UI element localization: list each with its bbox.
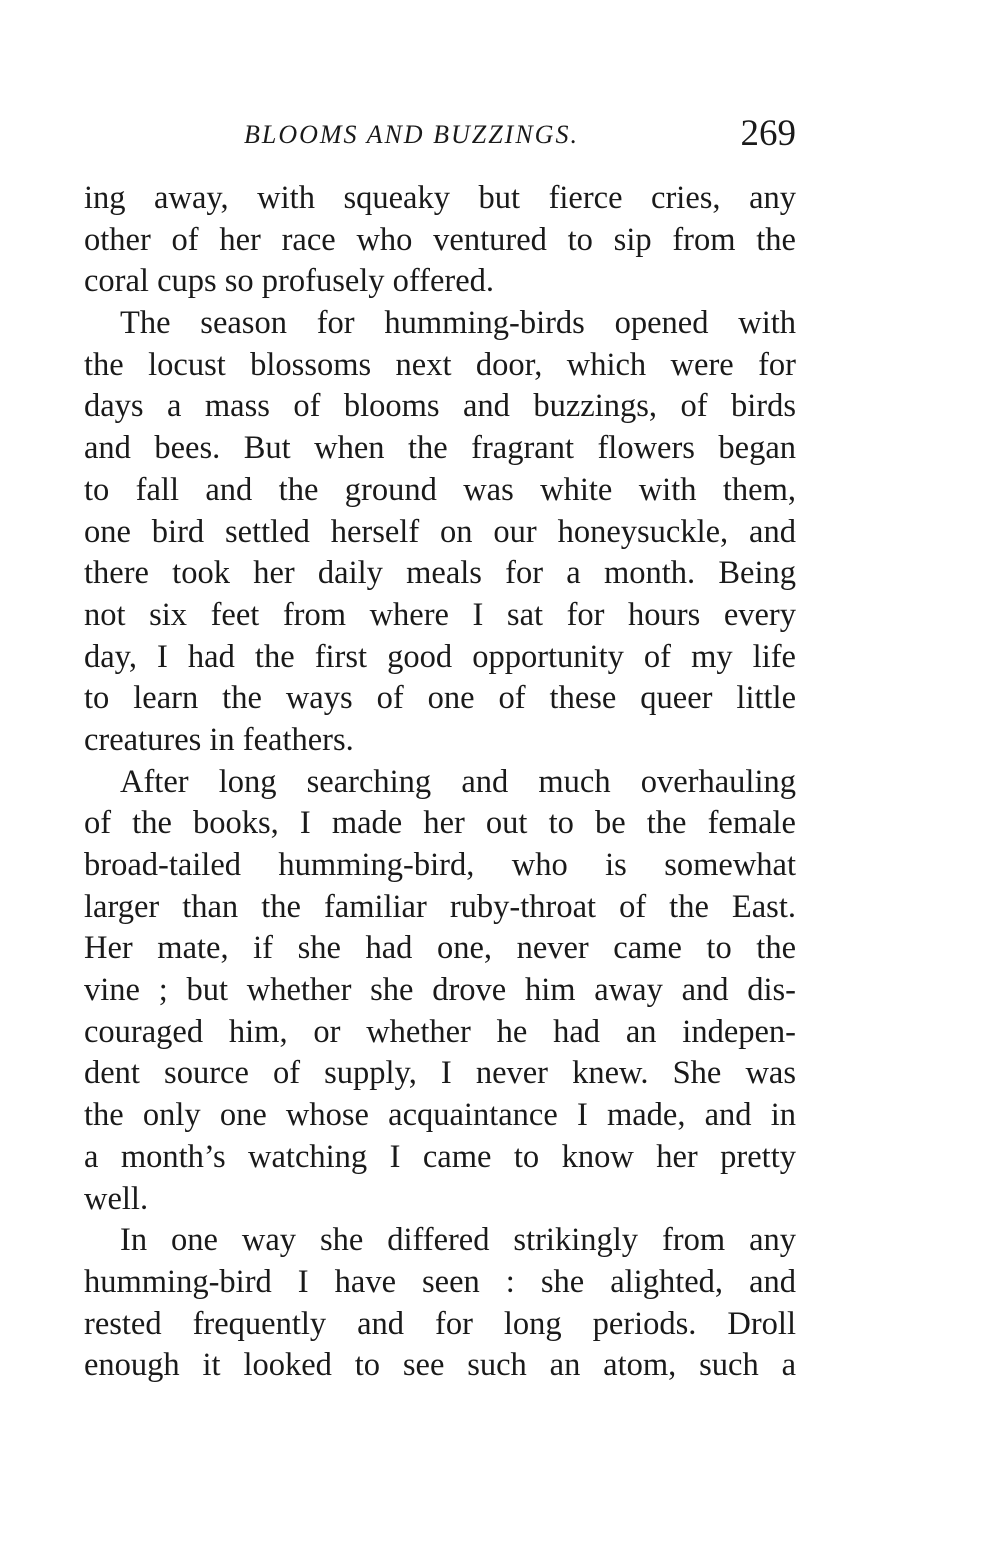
text-line: of the books, I made her out to be the female — [84, 805, 796, 842]
text-line: to fall and the ground was white with them, — [84, 471, 796, 508]
text-line: not six feet from where I sat for hours every — [84, 596, 796, 633]
running-title: BLOOMS AND BUZZINGS. — [244, 120, 579, 149]
running-head — [84, 112, 796, 156]
text-line: and bees. But when the fragrant flowers began — [84, 430, 796, 467]
text-line: After long searching and much overhauling — [120, 763, 796, 800]
text-line: other of her race who ventured to sip from the — [84, 221, 796, 258]
text-line: a month’s watching I came to know her pretty — [84, 1138, 796, 1175]
text-line: ing away, with squeaky but fierce cries, any — [84, 180, 796, 216]
text-line: days a mass of blooms and buzzings, of birds — [84, 388, 796, 425]
text-line: day, I had the first good opportunity of my life — [84, 638, 796, 675]
text-line: Her mate, if she had one, never came to the — [84, 930, 796, 967]
text-line: creatures in feathers. — [84, 721, 354, 758]
text-line: to learn the ways of one of these queer little — [84, 680, 796, 717]
text-line: couraged him, or whether he had an indepen- — [84, 1013, 796, 1050]
text-line: The season for humming-birds opened with — [120, 305, 796, 342]
text-line: enough it looked to see such an atom, such a — [84, 1347, 796, 1384]
text-line: In one way she differed strikingly from any — [120, 1222, 796, 1259]
text-line: there took her daily meals for a month. Being — [84, 555, 796, 592]
text-line: the only one whose acquaintance I made, and in — [84, 1097, 796, 1134]
text-line: larger than the familiar ruby-throat of the East. — [84, 888, 796, 925]
text-line: one bird settled herself on our honeysuckle, and — [84, 513, 796, 550]
text-line: vine ; but whether she drove him away and dis- — [84, 972, 796, 1009]
page-number: 269 — [740, 113, 796, 154]
text-line: broad-tailed humming-bird, who is somewhat — [84, 847, 796, 883]
text-line: coral cups so profusely offered. — [84, 263, 495, 300]
text-line: humming-bird I have seen : she alighted, and — [84, 1263, 796, 1300]
text-line: the locust blossoms next door, which were for — [84, 346, 796, 383]
text-line: well. — [84, 1180, 149, 1217]
text-line: rested frequently and for long periods. Droll — [84, 1305, 796, 1342]
body-text — [84, 178, 796, 1387]
text-line: dent source of supply, I never knew. She was — [84, 1055, 796, 1092]
